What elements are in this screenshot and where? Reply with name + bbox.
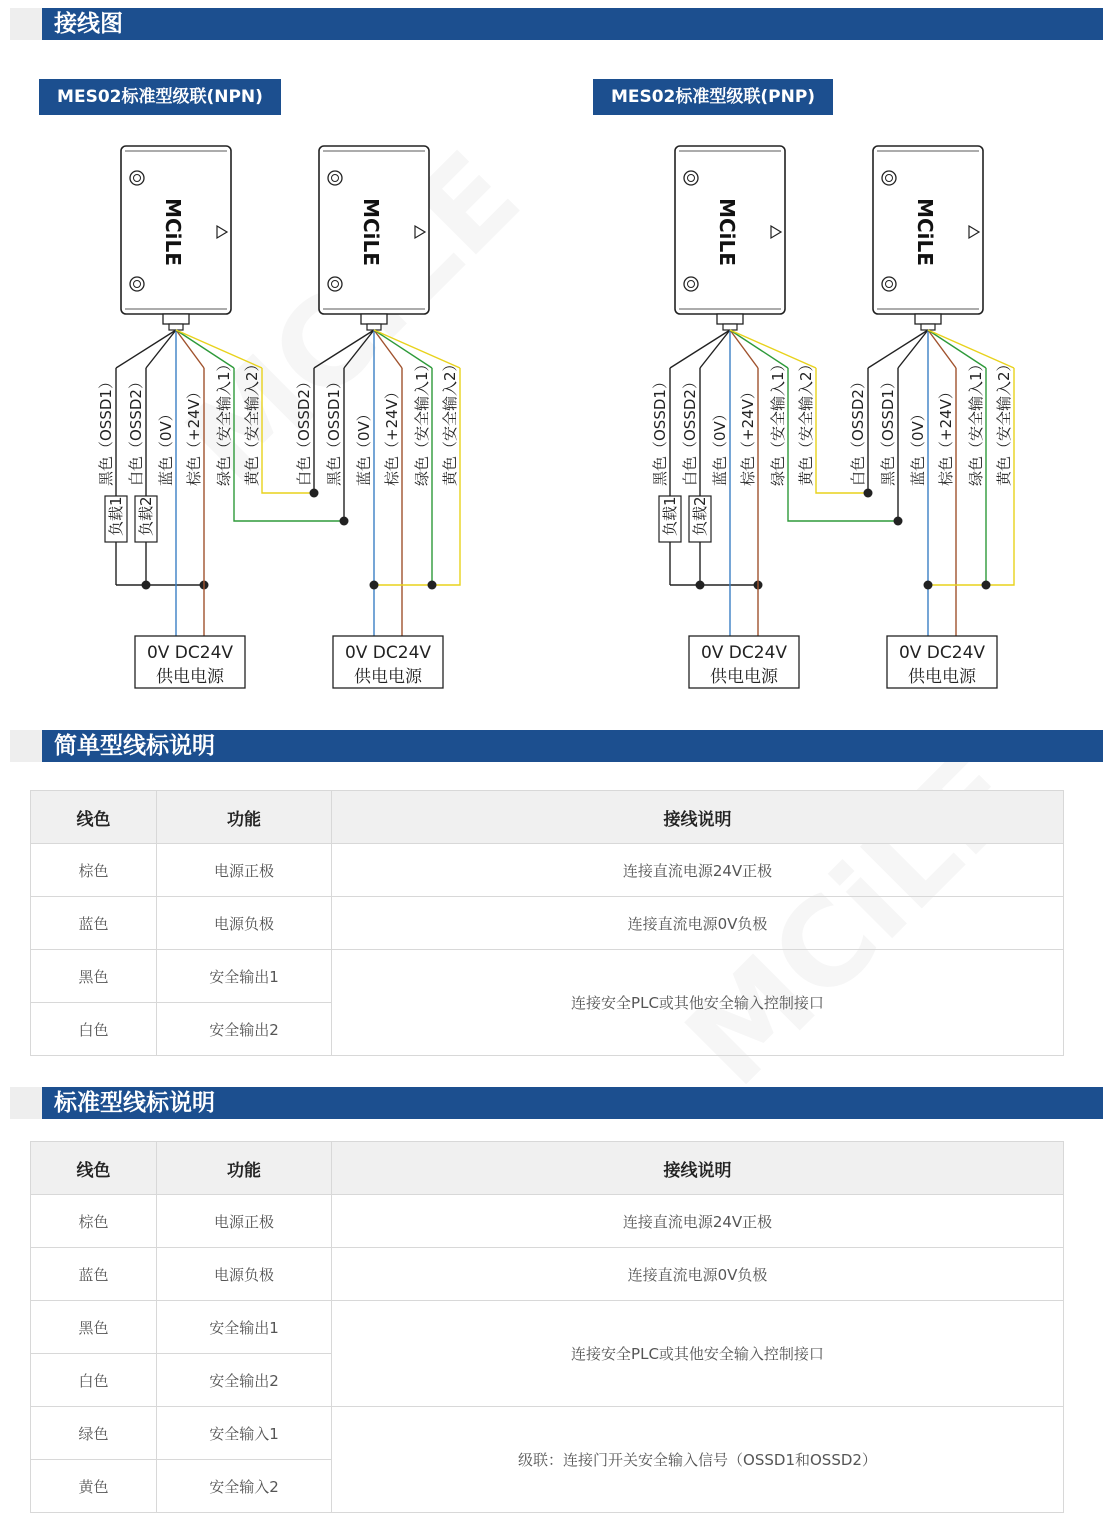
connector bbox=[723, 324, 737, 330]
wire-label: 棕色（+24V） bbox=[739, 384, 757, 486]
standard-wire-table bbox=[30, 1141, 1064, 1513]
cell-color: 蓝色 bbox=[31, 897, 157, 950]
section-header-standard bbox=[10, 1087, 1103, 1119]
cell-color: 棕色 bbox=[31, 1195, 157, 1248]
cell-function: 电源负极 bbox=[157, 1248, 332, 1301]
wire bbox=[116, 330, 176, 368]
wire bbox=[314, 330, 374, 368]
junction-dot bbox=[982, 581, 991, 590]
cell-color: 黑色 bbox=[31, 1301, 157, 1354]
wiring-diagram bbox=[0, 0, 1116, 700]
table-row bbox=[31, 1301, 1064, 1354]
cell-function: 电源正极 bbox=[157, 1195, 332, 1248]
header-description: 接线说明 bbox=[332, 791, 1064, 844]
cell-description: 连接安全PLC或其他安全输入控制接口 bbox=[332, 950, 1064, 1056]
wire-label: 黄色（安全输入2） bbox=[995, 356, 1013, 486]
cell-function: 安全输出1 bbox=[157, 1301, 332, 1354]
load-label: 负载1 bbox=[107, 496, 125, 536]
brand-logo: MCiLE bbox=[913, 198, 937, 266]
junction-dot bbox=[142, 581, 151, 590]
brand-logo: MCiLE bbox=[715, 198, 739, 266]
section-title: 标准型线标说明 bbox=[54, 1090, 215, 1116]
cell-color: 白色 bbox=[31, 1003, 157, 1056]
cell-description: 连接直流电源24V正极 bbox=[332, 844, 1064, 897]
cell-description: 连接安全PLC或其他安全输入控制接口 bbox=[332, 1301, 1064, 1407]
wire-label: 蓝色（0V） bbox=[909, 406, 927, 486]
connector bbox=[169, 324, 183, 330]
load-label: 负载1 bbox=[661, 496, 679, 536]
table-row bbox=[31, 844, 1064, 897]
cell-function: 电源正极 bbox=[157, 844, 332, 897]
junction-dot bbox=[340, 517, 349, 526]
table-header-row bbox=[31, 791, 1064, 844]
cell-color: 白色 bbox=[31, 1354, 157, 1407]
cell-function: 安全输出2 bbox=[157, 1354, 332, 1407]
cell-function: 安全输入1 bbox=[157, 1407, 332, 1460]
cell-description: 连接直流电源24V正极 bbox=[332, 1195, 1064, 1248]
wire bbox=[344, 330, 374, 368]
connector bbox=[361, 314, 387, 324]
connector bbox=[163, 314, 189, 324]
simple-wire-table bbox=[30, 790, 1064, 1056]
power-supply-label: 0V DC24V bbox=[344, 643, 432, 663]
wire-label: 黄色（安全输入2） bbox=[243, 356, 261, 486]
wire-label: 黑色（OSSD1） bbox=[879, 374, 897, 486]
wire-label: 白色（OSSD2） bbox=[127, 374, 145, 486]
junction-dot bbox=[924, 581, 933, 590]
wire-label: 绿色（安全输入1） bbox=[215, 356, 233, 486]
section-header-simple bbox=[10, 730, 1103, 762]
wire-label: 黄色（安全输入2） bbox=[797, 356, 815, 486]
wire bbox=[868, 330, 928, 368]
header-description: 接线说明 bbox=[332, 1142, 1064, 1195]
power-supply-label: 0V DC24V bbox=[700, 643, 788, 663]
section-title: 接线图 bbox=[54, 11, 123, 37]
cell-function: 安全输出1 bbox=[157, 950, 332, 1003]
cell-color: 棕色 bbox=[31, 844, 157, 897]
cell-color: 蓝色 bbox=[31, 1248, 157, 1301]
diagram-title-pnp: MES02标准型级联(PNP) bbox=[593, 79, 833, 115]
wire-label: 白色（OSSD2） bbox=[681, 374, 699, 486]
cell-function: 电源负极 bbox=[157, 897, 332, 950]
load-label: 负载2 bbox=[137, 496, 155, 536]
wire-label: 黄色（安全输入2） bbox=[441, 356, 459, 486]
cell-description: 级联：连接门开关安全输入信号（OSSD1和OSSD2） bbox=[332, 1407, 1064, 1513]
header-function: 功能 bbox=[157, 791, 332, 844]
connector bbox=[915, 314, 941, 324]
wire bbox=[146, 330, 176, 368]
wire-label: 蓝色（0V） bbox=[711, 406, 729, 486]
table-row bbox=[31, 1195, 1064, 1248]
wire-label: 蓝色（0V） bbox=[157, 406, 175, 486]
power-supply-label: 供电电源 bbox=[156, 667, 224, 687]
power-supply-label: 0V DC24V bbox=[146, 643, 234, 663]
cell-description: 连接直流电源0V负极 bbox=[332, 897, 1064, 950]
wire-label: 棕色（+24V） bbox=[937, 384, 955, 486]
wire-label: 蓝色（0V） bbox=[355, 406, 373, 486]
header-color: 线色 bbox=[31, 1142, 157, 1195]
cell-color: 黑色 bbox=[31, 950, 157, 1003]
brand-logo: MCiLE bbox=[359, 198, 383, 266]
wire-label: 棕色（+24V） bbox=[383, 384, 401, 486]
cell-description: 连接直流电源0V负极 bbox=[332, 1248, 1064, 1301]
cell-function: 安全输入2 bbox=[157, 1460, 332, 1513]
load-label: 负载2 bbox=[691, 496, 709, 536]
wire-label: 黑色（OSSD1） bbox=[97, 374, 115, 486]
wire-label: 绿色（安全输入1） bbox=[967, 356, 985, 486]
connector bbox=[367, 324, 381, 330]
wire-label: 绿色（安全输入1） bbox=[769, 356, 787, 486]
section-title: 简单型线标说明 bbox=[54, 733, 215, 759]
junction-dot bbox=[310, 489, 319, 498]
cell-color: 黄色 bbox=[31, 1460, 157, 1513]
junction-dot bbox=[428, 581, 437, 590]
connector bbox=[921, 324, 935, 330]
power-supply-label: 供电电源 bbox=[908, 667, 976, 687]
junction-dot bbox=[864, 489, 873, 498]
wire-label: 黑色（OSSD1） bbox=[651, 374, 669, 486]
header-function: 功能 bbox=[157, 1142, 332, 1195]
table-row bbox=[31, 1248, 1064, 1301]
wire bbox=[700, 330, 730, 368]
wire-label: 白色（OSSD2） bbox=[849, 374, 867, 486]
wire-label: 黑色（OSSD1） bbox=[325, 374, 343, 486]
cell-color: 绿色 bbox=[31, 1407, 157, 1460]
table-row bbox=[31, 1407, 1064, 1460]
table-header-row bbox=[31, 1142, 1064, 1195]
connector bbox=[717, 314, 743, 324]
cell-function: 安全输出2 bbox=[157, 1003, 332, 1056]
table-row bbox=[31, 897, 1064, 950]
wire-label: 棕色（+24V） bbox=[185, 384, 203, 486]
junction-dot bbox=[894, 517, 903, 526]
junction-dot bbox=[696, 581, 705, 590]
power-supply-label: 供电电源 bbox=[354, 667, 422, 687]
wire-label: 绿色（安全输入1） bbox=[413, 356, 431, 486]
brand-logo: MCiLE bbox=[161, 198, 185, 266]
wire bbox=[670, 330, 730, 368]
wire-label: 白色（OSSD2） bbox=[295, 374, 313, 486]
wire bbox=[898, 330, 928, 368]
header-color: 线色 bbox=[31, 791, 157, 844]
power-supply-label: 0V DC24V bbox=[898, 643, 986, 663]
power-supply-label: 供电电源 bbox=[710, 667, 778, 687]
diagram-title-npn: MES02标准型级联(NPN) bbox=[39, 79, 281, 115]
table-row bbox=[31, 950, 1064, 1003]
junction-dot bbox=[370, 581, 379, 590]
